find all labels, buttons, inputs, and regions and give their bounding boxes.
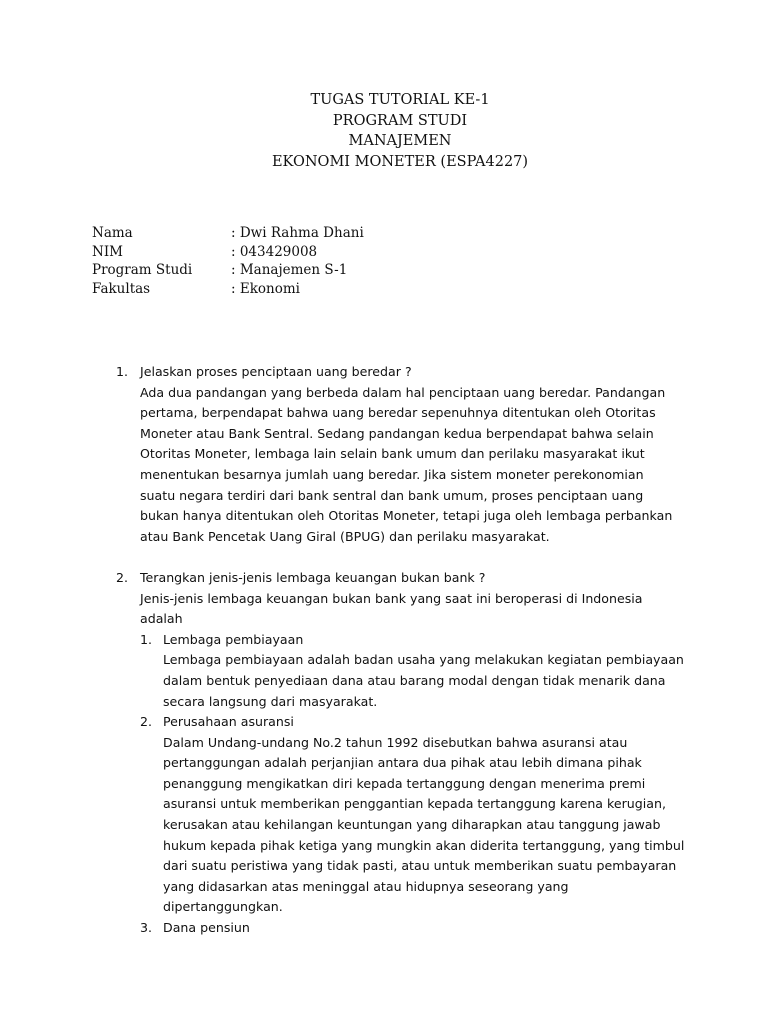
- answer-intro: [140, 589, 696, 630]
- sub-item-line: pertanggungan adalah perjanjian antara dua pihak atau lebih dimana pihak: [163, 755, 642, 771]
- title-line-3: MANAJEMEN: [348, 133, 452, 149]
- sub-item-title: Dana pensiun: [163, 920, 250, 936]
- student-info-table: [92, 224, 364, 298]
- document-body: [116, 362, 696, 939]
- answer-paragraph: [140, 383, 696, 548]
- sub-item-line: hukum kepada pihak ketiga yang mungkin akan diderita tertanggung, yang timbul: [163, 837, 685, 853]
- sub-item-line: Dalam Undang-undang No.2 tahun 1992 disebutkan bahwa asuransi atau: [163, 734, 628, 750]
- sub-item-line: asuransi untuk memberikan penggantian kepada tertanggung karena kerugian,: [163, 796, 666, 812]
- answer-line: pertama, berpendapat bahwa uang beredar sepenuhnya ditentukan oleh Otoritas: [140, 405, 656, 421]
- answer-line: Moneter atau Bank Sentral. Sedang pandangan kedua berpendapat bahwa selain: [140, 425, 654, 441]
- answer-line: suatu negara terdiri dari bank sentral dan bank umum, proses penciptaan uang: [140, 487, 644, 503]
- answer-line: atau Bank Pencetak Uang Giral (BPUG) dan perilaku masyarakat.: [140, 528, 550, 544]
- sub-item-line: yang didasarkan atas meninggal atau hidupnya seseorang yang: [163, 878, 569, 894]
- question-number: 1.: [116, 364, 129, 379]
- answer-line: menentukan besarnya jumlah uang beredar. Jika sistem moneter perekonomian: [140, 466, 644, 482]
- sub-item-dana-pensiun: [140, 918, 696, 939]
- sub-item-number: 1.: [140, 631, 153, 647]
- sub-item-number: 2.: [140, 714, 153, 730]
- answer-line: Ada dua pandangan yang berbeda dalam hal penciptaan uang beredar. Pandangan: [140, 384, 666, 400]
- sub-item-number: 3.: [140, 920, 153, 936]
- sub-item-line: dipertanggungkan.: [163, 899, 283, 915]
- title-line-1: TUGAS TUTORIAL KE-1: [310, 92, 490, 108]
- question-2: [116, 568, 696, 939]
- question-1: [116, 362, 696, 547]
- sub-item-line: Lembaga pembiayaan adalah badan usaha yang melakukan kegiatan pembiayaan: [163, 652, 684, 668]
- sub-item-perusahaan-asuransi: [140, 712, 696, 918]
- info-value: : Dwi Rahma Dhani: [231, 225, 364, 241]
- info-row-program-studi: [92, 261, 364, 280]
- answer-line: adalah: [140, 611, 183, 627]
- question-text: Terangkan jenis-jenis lembaga keuangan bukan bank ?: [140, 569, 486, 585]
- answer-line: bukan hanya ditentukan oleh Otoritas Moneter, tetapi juga oleh lembaga perbankan: [140, 508, 673, 524]
- info-row-nim: [92, 243, 364, 262]
- info-value: : Ekonomi: [231, 280, 300, 297]
- paragraph-gap: [116, 547, 696, 568]
- sub-item-title: Perusahaan asuransi: [163, 714, 294, 730]
- info-label: Program Studi: [92, 262, 193, 278]
- info-label: Nama: [92, 225, 133, 241]
- question-number: 2.: [116, 569, 129, 585]
- sub-item-title: Lembaga pembiayaan: [163, 631, 304, 647]
- sub-item-line: penanggung mengikatkan diri kepada tertanggung dengan menerima premi: [163, 775, 646, 791]
- sub-item-line: dalam bentuk penyediaan dana atau barang modal dengan tidak menarik dana: [163, 672, 666, 688]
- info-row-nama: [92, 224, 364, 243]
- title-line-4: EKONOMI MONETER (ESPA4227): [271, 153, 529, 170]
- sub-item-line: dari suatu peristiwa yang tidak pasti, atau untuk memberikan suatu pembayaran: [163, 858, 677, 874]
- info-label: Fakultas: [92, 280, 151, 297]
- document-title-block: [0, 90, 768, 172]
- info-row-fakultas: [92, 280, 364, 299]
- answer-line: Jenis-jenis lembaga keuangan bukan bank yang saat ini beroperasi di Indonesia: [140, 590, 643, 606]
- sub-item-line: kerusakan atau kehilangan keuntungan yang diharapkan atau tanggung jawab: [163, 817, 661, 833]
- info-value: : Manajemen S-1: [231, 262, 348, 278]
- info-label: NIM: [92, 243, 123, 260]
- sub-item-lembaga-pembiayaan: [140, 630, 696, 712]
- title-line-2: PROGRAM STUDI: [332, 112, 468, 129]
- sub-item-line: secara langsung dari masyarakat.: [163, 693, 378, 709]
- answer-line: Otoritas Moneter, lembaga lain selain bank umum dan perilaku masyarakat ikut: [140, 446, 645, 462]
- question-text: Jelaskan proses penciptaan uang beredar ?: [140, 364, 412, 379]
- info-value: : 043429008: [231, 243, 318, 260]
